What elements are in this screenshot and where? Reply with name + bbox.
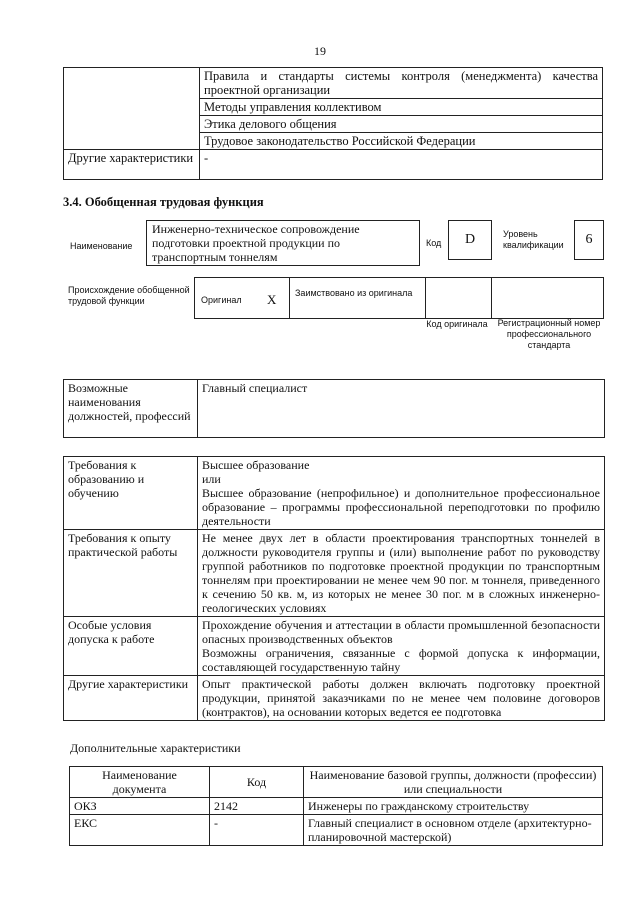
level-box <box>574 220 604 260</box>
requirement-line: Высшее образование (непрофильное) и дополнительное профессиональное образование – программы профессиональной переподготовки по профилю деятельности <box>202 486 600 528</box>
requirement-label: Требования к образованию и обучению <box>64 457 198 530</box>
requirement-label: Другие характеристики <box>64 676 198 721</box>
origin-label: Происхождение обобщенной трудовой функции <box>68 285 190 306</box>
header-code: Код <box>210 767 304 798</box>
requirement-line: Не менее двух лет в области проектирования транспортных тоннелей в должности руководителя группы и (или) выполнение работ по руководству группой работников по подготовке проектной продукции по транспортным тоннелям при проектировании не менее чем 90 пог. м тоннеля, приведенного к сечению 50 кв. м, из которых не менее 30 пог. м в сложных инженерно-геологических условиях <box>202 531 600 615</box>
divider <box>425 278 426 318</box>
requirement-line: или <box>202 472 221 486</box>
additional-table <box>69 766 603 846</box>
origin-box <box>194 277 604 319</box>
requirement-label: Требования к опыту практической работы <box>64 530 198 617</box>
requirement-row-other <box>64 676 605 721</box>
requirements-table <box>63 456 605 721</box>
positions-table <box>63 379 605 438</box>
additional-code: - <box>210 815 304 846</box>
requirement-line: Высшее образование <box>202 458 310 472</box>
requirement-value <box>198 676 605 721</box>
page-number: 19 <box>314 44 326 58</box>
function-name-value: Инженерно-техническое сопровождение подготовки проектной продукции по транспортным тоннелям <box>152 222 360 264</box>
positions-value: Главный специалист <box>198 380 605 438</box>
requirement-line: Возможны ограничения, связанные с формой допуска к информации, составляющей государственную тайну <box>202 646 600 674</box>
header-document: Наименование документа <box>70 767 210 798</box>
requirement-row-education <box>64 457 605 530</box>
other-characteristics-value: - <box>200 150 603 180</box>
additional-group: Главный специалист в основном отделе (архитектурно-планировочной мастерской) <box>304 815 603 846</box>
additional-row <box>70 798 603 815</box>
code-label: Код <box>426 238 442 248</box>
requirement-value <box>198 530 605 617</box>
additional-code: 2142 <box>210 798 304 815</box>
borrowed-label: Заимствовано из оригинала <box>295 288 413 298</box>
additional-doc: ОКЗ <box>70 798 210 815</box>
divider <box>491 278 492 318</box>
knowledge-row: Методы управления коллективом <box>200 99 603 116</box>
knowledge-label-cell <box>64 68 200 150</box>
requirement-line: Прохождение обучения и аттестации в области промышленной безопасности опасных производственных объектов <box>202 618 600 646</box>
function-name-box <box>146 220 420 266</box>
additional-group: Инженеры по гражданскому строительству <box>304 798 603 815</box>
additional-doc: ЕКС <box>70 815 210 846</box>
knowledge-row: Этика делового общения <box>200 116 603 133</box>
function-code-box <box>448 220 492 260</box>
positions-label: Возможные наименования должностей, профессий <box>64 380 198 438</box>
requirement-value <box>198 617 605 676</box>
other-characteristics-label: Другие характеристики <box>64 150 200 180</box>
requirement-value <box>198 457 605 530</box>
name-label: Наименование <box>70 241 133 251</box>
requirement-line: Опыт практической работы должен включать подготовку проектной продукции, принятой заказчиками по не менее чем половине договоров (контрактов), на основании которых ведется ее подготовка <box>202 677 600 719</box>
original-label: Оригинал <box>201 295 242 305</box>
additional-header-row <box>70 767 603 798</box>
header-group: Наименование базовой группы, должности (профессии) или специальности <box>304 767 603 798</box>
additional-title: Дополнительные характеристики <box>70 741 241 755</box>
requirement-label: Особые условия допуска к работе <box>64 617 198 676</box>
divider <box>289 278 290 318</box>
additional-row <box>70 815 603 846</box>
knowledge-row: Трудовое законодательство Российской Федерации <box>200 133 603 150</box>
requirement-row-admission <box>64 617 605 676</box>
requirement-row-experience <box>64 530 605 617</box>
level-value: 6 <box>585 232 593 247</box>
knowledge-table <box>63 67 603 180</box>
reg-number-caption: Регистрационный номер профессионального стандарта <box>497 318 601 350</box>
level-label: Уровень квалификации <box>503 229 564 250</box>
knowledge-row: Правила и стандарты системы контроля (менеджмента) качества проектной организации <box>200 68 603 99</box>
function-code-value: D <box>464 232 476 247</box>
section-heading: 3.4. Обобщенная трудовая функция <box>63 195 264 209</box>
code-original-caption: Код оригинала <box>426 319 488 329</box>
original-mark: X <box>267 292 277 307</box>
